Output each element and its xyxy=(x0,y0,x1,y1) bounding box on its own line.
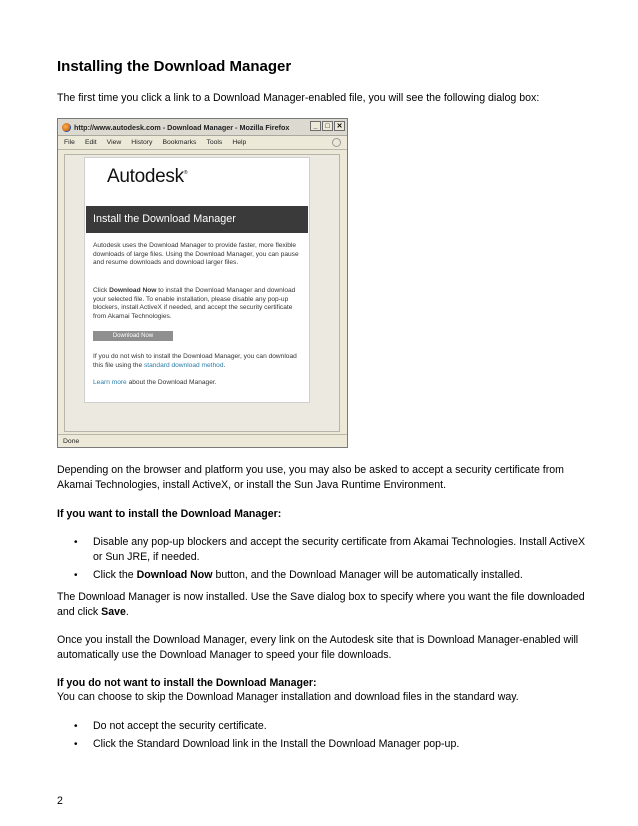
panel-body-3: If you do not wish to install the Download Manager, you can download this file using the standard download method. xyxy=(93,353,297,369)
browser-statusbar: Done xyxy=(58,434,347,447)
browser-paragraph: Depending on the browser and platform you use, you may also be asked to accept a security certificate from Akamai Technologies, install ActiveX, or install the Sun Java Runtime Environment. xyxy=(57,464,564,491)
throbber-icon xyxy=(332,138,341,147)
menu-help[interactable]: Help xyxy=(232,139,247,146)
browser-titlebar xyxy=(58,119,347,136)
install-heading: If you want to install the Download Manager: xyxy=(57,508,282,520)
menu-edit[interactable]: Edit xyxy=(84,139,97,146)
standard-download-link[interactable]: standard download method xyxy=(143,361,224,369)
minimize-icon[interactable]: _ xyxy=(310,121,321,131)
panel-body-4: Learn more about the Download Manager. xyxy=(93,379,217,386)
bullet-icon: • xyxy=(74,739,78,750)
firefox-icon xyxy=(62,123,71,132)
install-banner: Install the Download Manager xyxy=(86,206,308,233)
bullet-icon: • xyxy=(74,721,78,732)
menu-bookmarks[interactable]: Bookmarks xyxy=(162,139,197,146)
list-item: • Click the Standard Download link in the Install the Download Manager pop-up. xyxy=(74,738,460,750)
bullet-icon: • xyxy=(74,537,78,548)
download-manager-panel xyxy=(84,157,310,403)
skip-paragraph: You can choose to skip the Download Manager installation and download files in the standard way. xyxy=(57,691,519,703)
list-item: • Disable any pop-up blockers and accept the security certificate from Akamai Technologies. Install ActiveX or Sun JRE, if needed. xyxy=(74,536,586,563)
browser-screenshot xyxy=(57,118,348,448)
skip-bullets xyxy=(57,719,587,755)
panel-body-2: Click Download Now to install the Download Manager and download your selected file. To enable installation, please disable any pop-up blockers, install ActiveX if needed, and accept the security certificate from Akamai Technologies. xyxy=(93,287,296,320)
download-now-button[interactable]: Download Now xyxy=(93,331,173,341)
menu-view[interactable]: View xyxy=(106,139,122,146)
page-title: Installing the Download Manager xyxy=(57,58,292,75)
menu-history[interactable]: History xyxy=(131,139,153,146)
install-bullets xyxy=(57,535,587,586)
once-paragraph: Once you install the Download Manager, every link on the Autodesk site that is Download Manager-enabled will automatically use the Download Manager to speed your file downloads. xyxy=(57,634,579,661)
menu-file[interactable]: File xyxy=(64,139,75,146)
page-number: 2 xyxy=(57,795,63,807)
intro-paragraph: The first time you click a link to a Download Manager-enabled file, you will see the following dialog box: xyxy=(57,92,540,104)
panel-body-1: Autodesk uses the Download Manager to provide faster, more flexible downloads of large files. Using the Download Manager, you can pause and resume downloads and download larger files. xyxy=(93,242,299,266)
learn-more-link[interactable]: Learn more xyxy=(93,379,127,386)
browser-window-title: http://www.autodesk.com - Download Manager - Mozilla Firefox xyxy=(74,122,290,132)
bullet-icon: • xyxy=(74,570,78,581)
close-icon[interactable]: ✕ xyxy=(334,121,345,131)
window-controls xyxy=(310,121,345,131)
list-item: • Do not accept the security certificate. xyxy=(74,720,267,732)
maximize-icon[interactable]: □ xyxy=(322,121,333,131)
browser-menubar xyxy=(58,136,347,150)
menu-tools[interactable]: Tools xyxy=(206,139,223,146)
autodesk-logo: Autodesk® xyxy=(107,166,188,187)
list-item: • Click the Download Now button, and the Download Manager will be automatically installed. xyxy=(74,569,523,581)
browser-content xyxy=(64,154,340,432)
installed-paragraph: The Download Manager is now installed. Use the Save dialog box to specify where you want the file downloaded and click Save. xyxy=(57,591,585,618)
skip-heading: If you do not want to install the Download Manager: xyxy=(57,677,317,689)
